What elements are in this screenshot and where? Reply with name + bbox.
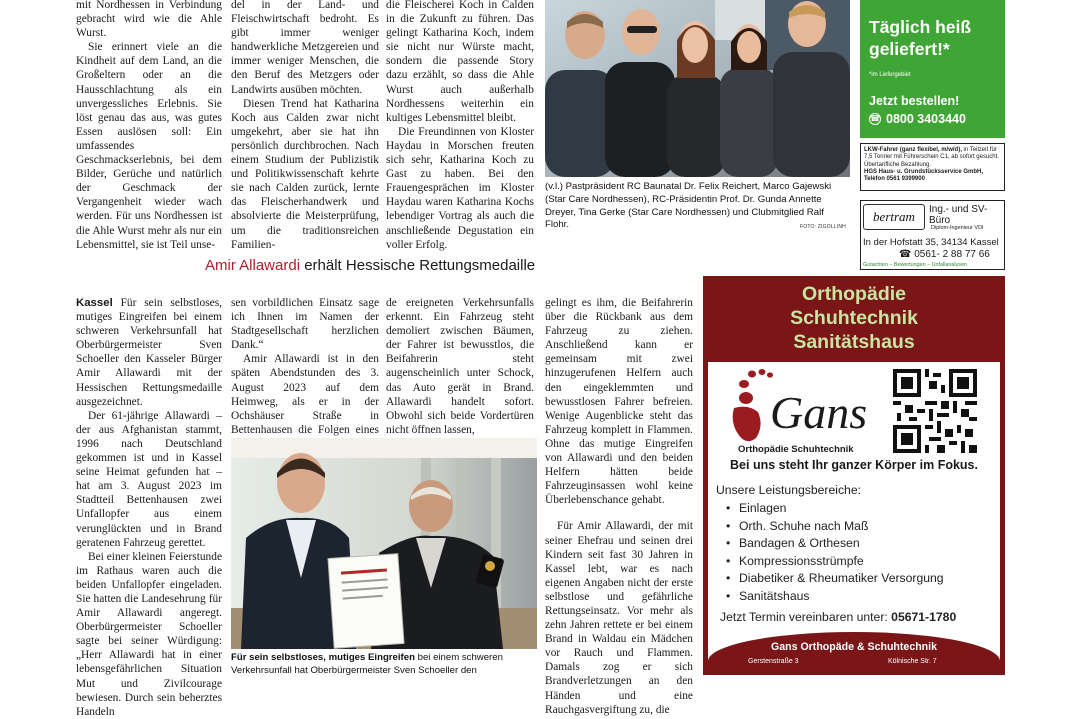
article2-column-2: [231, 296, 379, 451]
article1-paragraph: Sie erinnert viele an die Kindheit auf dem Land, an die Großeltern oder an die Hausschlachtung als ein unvergessliches Erlebnis. Sie löst genau das aus, was gutes Essen auslösen soll: Ein umfassendes Geschmackserlebnis, bei dem Bilder, Gerüche und natürlich der Geschmack der Vergangenheit wieder wach werden. Für uns Nordhessen ist die Ahle Wurst mehr als nur ein Lebensmittel, sie ist Teil unse-: [76, 41, 222, 251]
bertram-address: In der Hofstatt 35, 34134 Kassel: [863, 237, 999, 248]
bertram-logo: bertram: [863, 204, 925, 230]
article1-column-1: [76, 0, 222, 252]
article2-column-4: [545, 296, 693, 717]
article1-paragraph: die Fleischerei Koch in Calden in die Zukunft zu führen. Das gelingt Katharina Koch, indem sie nicht nur Würste macht, sondern die passende Story dazu erzählt, so dass die Ahle Wurst auch außerhalb Nordhessens weiterhin ein kultiges Lebensmittel bleibt.: [386, 0, 534, 124]
qr-code-icon[interactable]: [893, 369, 977, 453]
medal-photo: [231, 438, 537, 649]
article2-dateline: Kassel: [76, 297, 113, 309]
ortho-cta: [720, 610, 956, 624]
article1-paragraph: del in der Land- und Fleischwirtschaft bedroht. Es gibt immer weniger handwerkliche Metzgereien und immer weniger Menschen, die den Beruf des Metzgers oder Landwirts ausüben möchten.: [231, 0, 379, 96]
gans-logo: [728, 368, 888, 460]
article2-paragraph: Der 61-jährige Allawardi – der aus Afghanistan stammt, 1996 nach Deutschland gekommen ist und in Kassel seine Heimat gefunden hat – hat am 3. August 2023 im Stadtteil Bettenhausen zwei Unfallopfer aus einem verunglückten und in Brand geratenen Fahrzeug gerettet.: [76, 409, 222, 549]
article2-paragraph: de ereigneten Verkehrsunfalls erkennt. Ein Fahrzeug steht demoliert zwischen Bäumen, der Fahrer ist bewusstlos, die Beifahrerin steht augenscheinlich unter Schock, das Auto gerät in Brand. Allawardi handelt sofort. Obwohl sich beide Vordertüren nicht öffnen lassen,: [386, 297, 534, 436]
footprint-icon: [733, 369, 773, 441]
ad-line: geliefert!*: [869, 39, 950, 59]
ortho-tagline: Bei uns steht Ihr ganzer Körper im Fokus.: [730, 458, 978, 472]
ortho-heading-line: Schuhtechnik: [790, 307, 918, 329]
article2-column-3: [386, 296, 534, 437]
bertram-footer: Gutachten – Bewertungen – Unfallanalysen: [863, 262, 967, 268]
ortho-cta-phone[interactable]: 05671-1780: [891, 610, 957, 624]
ortho-footer-name: Gans Orthopäde & Schuhtechnik: [771, 641, 937, 653]
ortho-heading-line: Orthopädie: [801, 283, 906, 305]
article1-paragraph: Diesen Trend hat Katharina Koch aus Calden zwar nicht umgekehrt, aber sie hat ihn persönlich durchbrochen. Nach einem Studium der Publizistik und Politikwissenschaft kehrte sie nach Calden zurück, lernte das Fleischerhandwerk und absolvierte die Meisterprüfung, um die traditionsreichen Familien-: [231, 97, 379, 251]
bertram-phone: ☎ 0561- 2 88 77 66: [899, 249, 990, 260]
article2-paragraph: Amir Allawardi ist in den späten Abendstunden des 3. August 2023 auf dem Heimweg, als er in der Ochshäuser Straße in Bettenhausen die Folgen eines: [231, 353, 379, 436]
ad-job-lkw[interactable]: [860, 143, 1005, 191]
article2-lead-text: Für sein selbstloses, mutiges Eingreifen bei einem schweren Verkehrsunfall hat Oberbürgermeister Sven Schoeller den Kasseler Bürger Amir Allawardi mit der Hessischen Rettungsmedaille ausgezeichnet.: [76, 297, 222, 408]
ortho-body: [708, 362, 1000, 675]
article1-column-2: [231, 0, 379, 252]
ad-job-text: in Teilzeit für 7,5 Tonner mit Führerschein C1, ab sofort gesucht. Übertarifliche Bezahlung.: [864, 147, 999, 168]
medal-photo-caption: [231, 652, 537, 678]
list-item: • Sanitätshaus: [726, 588, 944, 606]
group-photo-image: [545, 0, 850, 177]
photo-credit: FOTO: ZIGOLLINH: [800, 224, 846, 230]
ad-bertram[interactable]: [860, 200, 1005, 270]
article2-paragraph: sen vorbildlichen Einsatz sage ich Ihnen im Namen der Stadtgesellschaft herzlichen Dank.“: [231, 297, 379, 352]
ortho-footer-address-2: Kölnische Str. 7: [888, 658, 937, 665]
gans-logo-word: Gans: [770, 387, 868, 438]
ad-orthopaedie[interactable]: [703, 276, 1005, 675]
caption-text: bei einem schweren Verkehrsunfall hat Oberbürgermeister Sven Schoeller den: [231, 652, 503, 676]
bertram-subtitle: Diplom-Ingenieur VDI: [931, 225, 984, 231]
list-item: • Kompressionsstrümpfe: [726, 553, 944, 571]
list-item: • Diabetiker & Rheumatiker Versorgung: [726, 570, 944, 588]
ad-job-company: HGS Haus- u. Grundstücksservice GmbH, Telefon 0561 9399900: [864, 168, 984, 183]
ortho-heading-line: Sanitätshaus: [793, 331, 915, 353]
ortho-heading: [703, 282, 1005, 354]
article1-paragraph: Die Freundinnen von Kloster Haydau in Morschen freuten sich sehr, Katharina Koch zu Gast zu haben. Bei den Frauengesprächen im Kloster Haydau waren Katharina Kochs lebendiger Vortrag als auch die anschließende Degustation ein voller Erfolg.: [386, 125, 534, 251]
ortho-services-list: [726, 500, 944, 605]
article2-headline: [205, 257, 535, 274]
headline-name: Amir Allawardi: [205, 257, 301, 274]
ortho-footer-address-1: Gerstenstraße 3: [748, 658, 799, 665]
ad-line: Täglich heiß: [869, 17, 972, 37]
ad-hot-delivery-headline: [869, 16, 971, 60]
medal-photo-image: [231, 438, 537, 649]
ad-footnote: *im Liefergebiet: [869, 72, 911, 78]
list-item: • Einlagen: [726, 500, 944, 518]
ad-job-title: LKW-Fahrer (ganz flexibel, m/w/d),: [864, 147, 962, 153]
article1-paragraph: mit Nordhessen in Verbindung gebracht wird wie die Ahle Wurst.: [76, 0, 222, 40]
article2-paragraph: Für Amir Allawardi, der mit seiner Ehefrau und seinen drei Kindern seit fast 30 Jahren in Kassel lebt, war es nach eigenen Angaben nicht der erste selbstlose und gefährliche Rettungseinsatz. Vor mehr als zehn Jahren rettete er bei einem Brand in Waldau ein Mädchen vor Rauch und Flammen. Damals zog er sich Brandverletzungen an den Händen und eine Rauchgasvergiftung zu, die: [545, 520, 693, 716]
list-item: • Orth. Schuhe nach Maß: [726, 518, 944, 536]
gans-logo-sub: Orthopädie Schuhtechnik: [738, 444, 854, 455]
group-photo: [545, 0, 850, 177]
group-photo-caption: (v.l.) Pastpräsident RC Baunatal Dr. Felix Reichert, Marco Gajewski (Star Care Nordhessen), RC-Präsidentin Prof. Dr. Gunda Annette Dreyer, Tina Gerke (Star Care Nordhessen) und Clubmitglied Ralf Flohr.: [545, 181, 832, 231]
phone-icon: ☎: [870, 114, 880, 123]
caption-bold: Für sein selbstloses, mutiges Eingreifen: [231, 652, 415, 663]
article2-paragraph: Bei einer kleinen Feierstunde im Rathaus waren auch die beiden Unfallopfer eingeladen. Sie hatten die Landesehrung für Amir Allawardi angeregt. Oberbürgermeister Schoeller sagte bei seiner Würdigung: „Herr Allawardi hat in einer lebensgefährlichen Situation Mut und Zivilcourage bewiesen. Durch sein beherztes Handeln: [76, 550, 222, 718]
ad-phone: [869, 112, 966, 126]
ad-cta: Jetzt bestellen!: [869, 94, 960, 108]
ortho-cta-text: Jetzt Termin vereinbaren unter:: [720, 610, 892, 624]
article1-column-3: [386, 0, 534, 252]
ortho-footer: [708, 632, 1000, 675]
ortho-services-title: Unsere Leistungsbereiche:: [716, 483, 861, 497]
ad-phone-number: 0800 3403440: [886, 112, 966, 126]
list-item: • Bandagen & Orthesen: [726, 535, 944, 553]
ad-hot-delivery[interactable]: [860, 0, 1005, 138]
bertram-phone-number: 0561- 2 88 77 66: [914, 249, 990, 260]
article2-paragraph: gelingt es ihm, die Beifahrerin über die Rückbank aus dem Fahrzeug zu ziehen. Anschließend kann er gemeinsam mit zwei hinzugerufenen Helfern auch den eingeklemmten und bewusstlosen Fahrer befreien. Wenige Augenblicke steht das Fahrzeug komplett in Flammen. Ohne das mutige Eingreifen von Allawardi und den beiden Helfern hätten beide Fahrzeuginsassen wohl keine Überlebenschance gehabt.: [545, 297, 693, 507]
article2-column-1: [76, 296, 222, 719]
bertram-title: Ing.- und SV-Büro: [929, 204, 988, 226]
article2-lead: [76, 296, 222, 409]
headline-rest: erhält Hessische Rettungsmedaille: [300, 257, 536, 274]
